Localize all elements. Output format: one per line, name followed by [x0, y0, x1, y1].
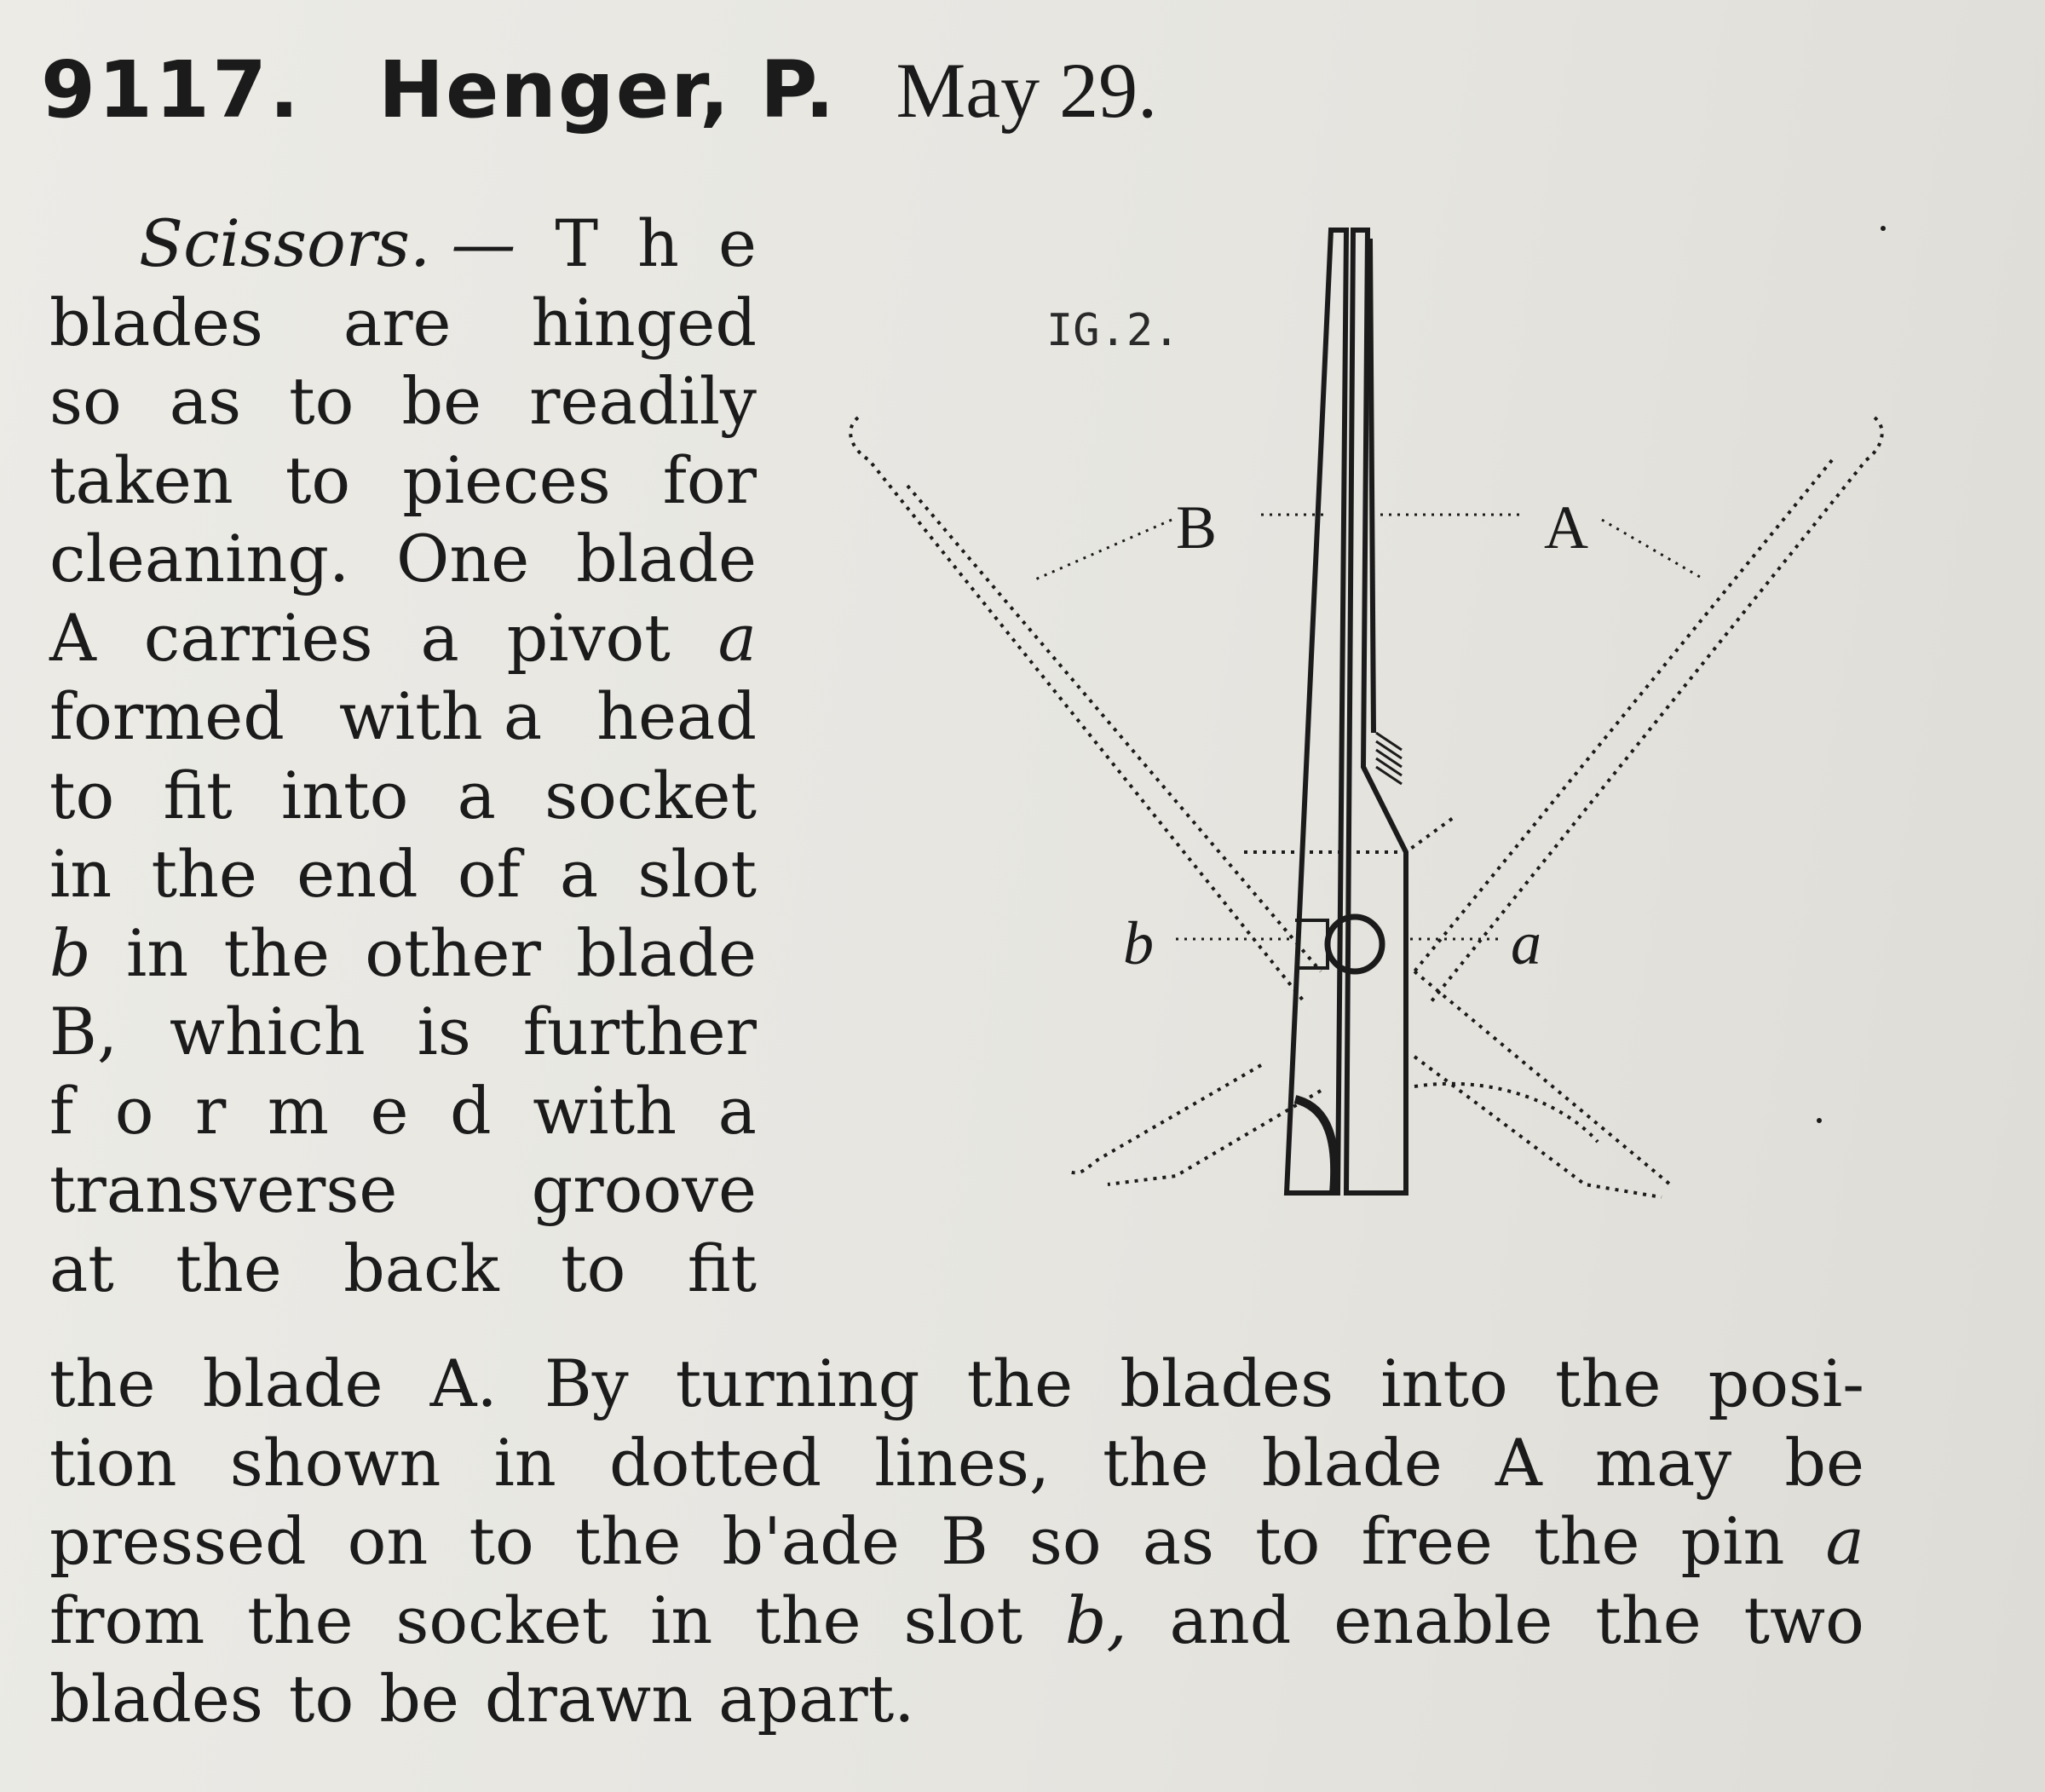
- word: into: [280, 757, 409, 833]
- text-line: [49, 993, 757, 1072]
- word: socket: [544, 757, 757, 833]
- word: blades: [1120, 1345, 1334, 1421]
- leader-lines: [1035, 515, 1704, 939]
- word: blade: [576, 914, 757, 991]
- word: end: [297, 836, 418, 912]
- word: may: [1594, 1424, 1732, 1501]
- text-line: [49, 1072, 757, 1151]
- word: One: [396, 521, 530, 596]
- word: pivot: [506, 599, 671, 676]
- word: other: [365, 914, 541, 991]
- word: back: [343, 1230, 499, 1306]
- word: are: [343, 284, 452, 360]
- word: the: [49, 1345, 156, 1421]
- word: a: [717, 1072, 757, 1149]
- word: with: [533, 1072, 677, 1149]
- word: slot: [903, 1582, 1023, 1658]
- figure-scissors: [818, 205, 1892, 1227]
- patent-number: 9117.: [41, 44, 302, 135]
- text-line: [49, 205, 757, 284]
- text-line: [49, 1582, 1864, 1661]
- word: to: [1255, 1503, 1321, 1579]
- word: of: [457, 836, 521, 912]
- word: is: [417, 994, 471, 1069]
- word: o: [114, 1072, 154, 1149]
- text-column: [49, 205, 757, 1308]
- word: blade: [202, 1345, 383, 1421]
- label-blade-B: B: [1176, 493, 1218, 562]
- word: d: [450, 1072, 492, 1149]
- text-line: [49, 677, 757, 757]
- pivot-circle: [1328, 917, 1382, 971]
- word: at: [49, 1230, 114, 1306]
- word: h: [637, 205, 679, 281]
- word: the: [1595, 1582, 1702, 1658]
- text-line: [49, 1660, 1864, 1739]
- text-line: [49, 441, 757, 521]
- word: B: [940, 1503, 988, 1579]
- text-line: [49, 362, 757, 441]
- word: a: [457, 757, 496, 833]
- word: so: [49, 363, 122, 439]
- word: a: [559, 836, 599, 912]
- word: to: [289, 363, 354, 439]
- dotted-blade-B: [850, 418, 1321, 1184]
- word: posi-: [1708, 1345, 1864, 1421]
- word: turning: [675, 1345, 920, 1421]
- word: drawn: [484, 1661, 694, 1737]
- word: slot: [637, 836, 757, 912]
- word: Scissors. —: [139, 205, 516, 281]
- word: groove: [531, 1151, 757, 1227]
- word: a: [717, 599, 757, 676]
- text-line: [49, 1230, 757, 1309]
- word: blade: [1261, 1424, 1443, 1501]
- word: to: [469, 1503, 534, 1579]
- word: tion: [49, 1424, 177, 1501]
- figure-title: IG.2.: [1046, 305, 1180, 356]
- word: b: [49, 914, 91, 991]
- word: be: [401, 363, 482, 439]
- word: the: [176, 1230, 282, 1306]
- word: to: [561, 1230, 626, 1306]
- word: a: [1825, 1503, 1864, 1579]
- text-line: [49, 835, 757, 914]
- word: in: [125, 914, 189, 991]
- text-line: [49, 599, 757, 678]
- word: b,: [1064, 1582, 1127, 1658]
- text-line: [49, 520, 757, 599]
- word: By: [544, 1345, 629, 1421]
- word: with a: [338, 678, 543, 754]
- word: b'ade: [722, 1503, 900, 1579]
- word: pin: [1680, 1503, 1785, 1579]
- word: m: [267, 1072, 329, 1149]
- text-line: [49, 1345, 1864, 1424]
- word: the: [223, 914, 330, 991]
- word: dotted: [609, 1424, 822, 1501]
- word: for: [662, 441, 757, 518]
- word: the: [755, 1582, 861, 1658]
- word: in: [650, 1582, 713, 1658]
- patent-date: May 29.: [896, 47, 1158, 134]
- word: fit: [163, 757, 233, 833]
- word: B,: [49, 994, 118, 1069]
- word: pieces: [402, 441, 611, 518]
- text-line: [49, 1502, 1864, 1582]
- word: r: [195, 1072, 227, 1149]
- text-line: [49, 1424, 1864, 1503]
- word: blade: [576, 521, 757, 596]
- word: two: [1743, 1582, 1864, 1658]
- word: head: [596, 678, 757, 754]
- patentee-name: Henger, P.: [378, 44, 837, 135]
- word: blades: [49, 1661, 263, 1737]
- word: so: [1028, 1503, 1102, 1579]
- word: hinged: [531, 284, 757, 360]
- word: e: [718, 205, 757, 281]
- word: e: [370, 1072, 409, 1149]
- label-blade-A: A: [1544, 493, 1588, 562]
- word: readily: [529, 363, 757, 439]
- word: shown: [229, 1424, 441, 1501]
- word: the: [966, 1345, 1074, 1421]
- word: in: [49, 836, 112, 912]
- word: A: [49, 599, 96, 676]
- word: to: [288, 1661, 354, 1737]
- text-line: [49, 914, 757, 994]
- word: free: [1361, 1503, 1493, 1579]
- word: pressed: [49, 1503, 307, 1579]
- word: formed: [49, 678, 285, 754]
- solid-blade-A: [1346, 230, 1406, 1193]
- word: and: [1169, 1582, 1292, 1658]
- word: from: [49, 1582, 205, 1658]
- word: a: [420, 599, 459, 676]
- word: further: [522, 994, 757, 1069]
- word: to: [49, 757, 115, 833]
- word: f: [49, 1072, 74, 1149]
- word: enable: [1334, 1582, 1553, 1658]
- word: be: [379, 1661, 459, 1737]
- solid-blade-B: [1287, 230, 1346, 1193]
- patent-header: [41, 44, 1158, 135]
- word: in: [493, 1424, 556, 1501]
- word: transverse: [49, 1151, 398, 1227]
- label-pivot-a: a: [1511, 909, 1541, 977]
- word: blades: [49, 284, 263, 360]
- word: on: [347, 1503, 429, 1579]
- word: taken: [49, 441, 233, 518]
- scissors-drawing: [818, 205, 1892, 1227]
- word: the: [247, 1582, 354, 1658]
- word: fit: [687, 1230, 757, 1306]
- word: A.: [429, 1345, 498, 1421]
- word: into: [1380, 1345, 1508, 1421]
- word: the: [151, 836, 257, 912]
- word: as: [1142, 1503, 1215, 1579]
- word: the: [1103, 1424, 1209, 1501]
- word: be: [1784, 1424, 1864, 1501]
- word: A: [1495, 1424, 1542, 1501]
- word: the: [574, 1503, 682, 1579]
- word: socket: [395, 1582, 608, 1658]
- full-width-text: [49, 1345, 1864, 1739]
- word: the: [1554, 1345, 1662, 1421]
- word: the: [1533, 1503, 1640, 1579]
- word: to: [285, 441, 351, 518]
- word: which: [169, 994, 366, 1069]
- text-line: [49, 1150, 757, 1230]
- word: cleaning.: [49, 521, 350, 596]
- word: T: [555, 205, 599, 281]
- text-line: [49, 757, 757, 836]
- label-slot-b: b: [1123, 909, 1154, 977]
- word: lines,: [874, 1424, 1050, 1501]
- word: carries: [143, 599, 373, 676]
- word: as: [169, 363, 242, 439]
- text-line: [49, 284, 757, 363]
- word: apart.: [718, 1661, 915, 1737]
